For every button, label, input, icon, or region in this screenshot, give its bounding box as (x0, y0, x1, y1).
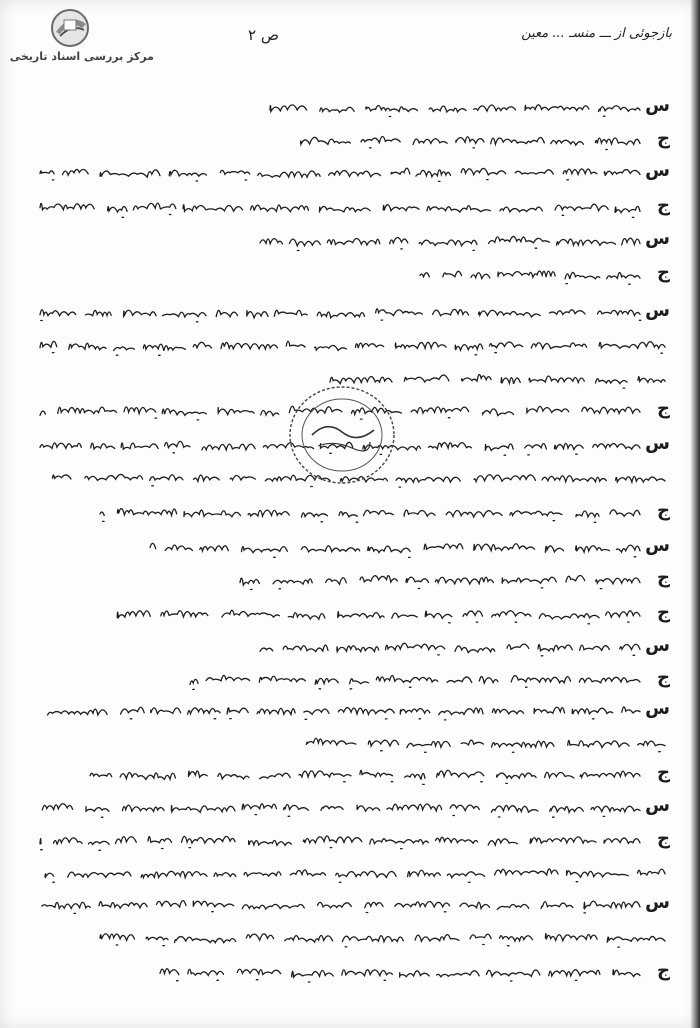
handwritten-question-line (0, 300, 700, 326)
handwriting-scribble (0, 762, 700, 788)
handwritten-answer-line (0, 602, 700, 628)
handwriting-scribble (0, 698, 700, 724)
handwriting-scribble (0, 925, 700, 951)
handwriting-scribble (0, 333, 700, 359)
handwritten-question-line (0, 228, 700, 254)
document-header (242, 22, 672, 62)
handwriting-scribble (0, 128, 700, 154)
handwritten-question-line (0, 795, 700, 821)
handwriting-scribble (0, 535, 700, 561)
header-text: بازجوئی از ـــ منسـ ... معین (521, 26, 672, 41)
archive-brand-name: مرکز بررسی اسناد تاریخی (9, 50, 154, 63)
answer-marker: ج (657, 667, 670, 688)
handwriting-scribble (0, 860, 700, 886)
handwriting-scribble (0, 960, 700, 986)
question-marker: س (645, 433, 670, 454)
handwriting-scribble (0, 195, 700, 221)
handwritten-question-line (0, 95, 700, 121)
handwritten-answer-line (0, 828, 700, 854)
circular-stamp-icon (282, 380, 402, 490)
handwriting-scribble (0, 635, 700, 661)
archive-logo-icon (42, 6, 98, 54)
handwritten-continuation-line (0, 860, 700, 886)
handwritten-answer-line (0, 262, 700, 288)
question-marker: س (645, 300, 670, 321)
question-marker: س (645, 892, 670, 913)
answer-marker: ج (657, 602, 670, 623)
handwritten-answer-line (0, 567, 700, 593)
handwriting-scribble (0, 828, 700, 854)
answer-marker: ج (657, 500, 670, 521)
handwriting-scribble (0, 160, 700, 186)
handwritten-question-line (0, 892, 700, 918)
question-marker: س (645, 95, 670, 116)
handwritten-answer-line (0, 500, 700, 526)
question-marker: س (645, 535, 670, 556)
handwritten-question-line (0, 160, 700, 186)
answer-marker: ج (657, 960, 670, 981)
handwritten-answer-line (0, 195, 700, 221)
handwriting-scribble (0, 228, 700, 254)
handwritten-answer-line (0, 128, 700, 154)
handwriting-scribble (0, 95, 700, 121)
handwriting-scribble (0, 602, 700, 628)
handwriting-scribble (0, 667, 700, 693)
handwritten-answer-line (0, 667, 700, 693)
handwritten-continuation-line (0, 925, 700, 951)
handwritten-continuation-line (0, 333, 700, 359)
handwriting-scribble (0, 795, 700, 821)
question-marker: س (645, 635, 670, 656)
handwriting-scribble (0, 892, 700, 918)
handwriting-scribble (0, 730, 700, 756)
handwritten-question-line (0, 535, 700, 561)
question-marker: س (645, 698, 670, 719)
handwritten-continuation-line (0, 730, 700, 756)
answer-marker: ج (657, 128, 670, 149)
answer-marker: ج (657, 828, 670, 849)
answer-marker: ج (657, 262, 670, 283)
question-marker: س (645, 160, 670, 181)
handwritten-answer-line (0, 960, 700, 986)
handwritten-question-line (0, 635, 700, 661)
answer-marker: ج (657, 567, 670, 588)
handwriting-scribble (0, 500, 700, 526)
handwriting-scribble (0, 262, 700, 288)
handwriting-scribble (0, 567, 700, 593)
answer-marker: ج (657, 398, 670, 419)
answer-marker: ج (657, 762, 670, 783)
question-marker: س (645, 228, 670, 249)
handwritten-question-line (0, 698, 700, 724)
handwritten-answer-line (0, 762, 700, 788)
page-number: ص ۲ (248, 26, 279, 44)
answer-marker: ج (657, 195, 670, 216)
handwriting-scribble (0, 300, 700, 326)
question-marker: س (645, 795, 670, 816)
